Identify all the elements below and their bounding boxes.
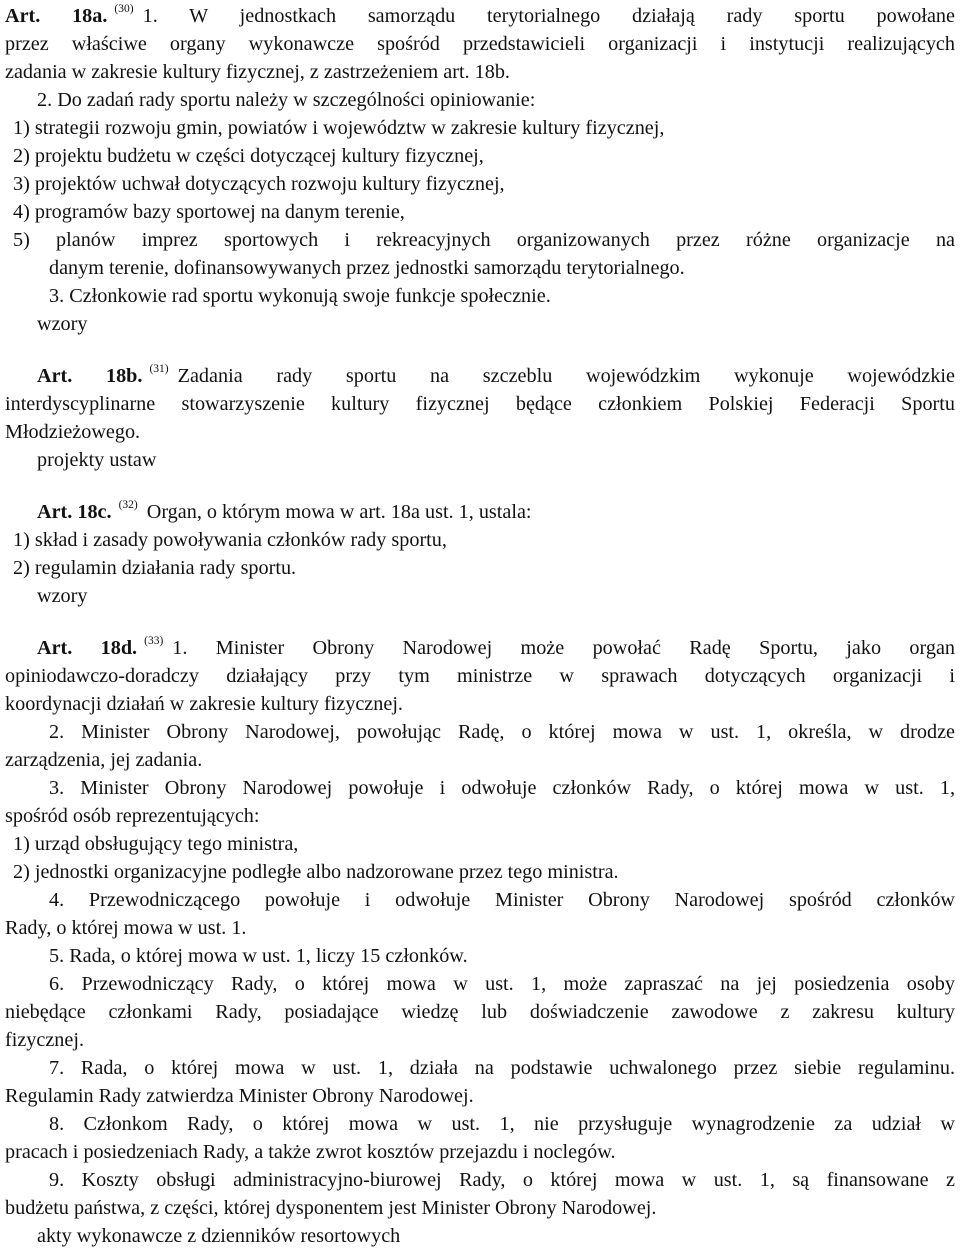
article-heading: Art. 18c. xyxy=(37,501,112,523)
projekty-ustaw-link[interactable]: projekty ustaw xyxy=(37,449,157,471)
article-heading: Art. 18a. xyxy=(5,5,108,27)
paragraph-line: 2. Minister Obrony Narodowej, powołując Radę, o której mowa w ust. 1, określa, w drodze xyxy=(49,721,955,743)
art18c-first-line xyxy=(37,498,960,526)
list-item: 1) skład i zasady powoływania członków rady sportu, xyxy=(13,529,447,551)
list-item: 5) planów imprez sportowych i rekreacyjnych organizowanych przez różne organizacje na xyxy=(13,229,955,251)
paragraph-line: 6. Przewodniczący Rady, o której mowa w ust. 1, może zapraszać na jej posiedzenia osoby xyxy=(49,973,955,995)
paragraph-line: Regulamin Rady zatwierdza Minister Obrony Narodowej. xyxy=(5,1085,474,1107)
paragraph-line: budżetu państwa, z części, której dysponentem jest Minister Obrony Narodowej. xyxy=(5,1197,657,1219)
paragraph-line: interdyscyplinarne stowarzyszenie kultury fizycznej będące członkiem Polskiej Federacji Sportu xyxy=(5,393,955,415)
list-item: 2) projektu budżetu w części dotyczącej kultury fizycznej, xyxy=(13,145,484,167)
footnote-marker[interactable]: (32) xyxy=(118,499,138,511)
list-item: 2) jednostki organizacyjne podległe albo nadzorowane przez tego ministra. xyxy=(13,861,619,883)
paragraph-line: 3. Minister Obrony Narodowej powołuje i odwołuje członków Rady, o której mowa w ust. 1, xyxy=(49,777,955,799)
paragraph-line: 7. Rada, o której mowa w ust. 1, działa na podstawie uchwalonego przez siebie regulaminu. xyxy=(49,1057,955,1079)
footnote-marker[interactable]: (33) xyxy=(144,635,164,647)
art18b-first-line xyxy=(37,362,955,390)
paragraph-line: 3. Członkowie rad sportu wykonują swoje funkcje społecznie. xyxy=(49,285,551,307)
art18a-first-line xyxy=(5,2,955,30)
paragraph-line: 4. Przewodniczącego powołuje i odwołuje Minister Obrony Narodowej spośród członków xyxy=(49,889,955,911)
wzory-link[interactable]: wzory xyxy=(37,585,88,607)
article-heading: Art. 18d. xyxy=(37,637,138,659)
paragraph-line: Rady, o której mowa w ust. 1. xyxy=(5,917,247,939)
wzory-link[interactable]: wzory xyxy=(37,313,88,335)
list-item: 3) projektów uchwał dotyczących rozwoju kultury fizycznej, xyxy=(13,173,505,195)
paragraph-line: fizycznej. xyxy=(5,1029,85,1051)
paragraph-line: pracach i posiedzeniach Rady, a także zwrot kosztów przejazdu i noclegów. xyxy=(5,1141,616,1163)
list-item: 4) programów bazy sportowej na danym terenie, xyxy=(13,201,405,223)
paragraph-text: 1. Minister Obrony Narodowej może powołać Radę Sportu, jako organ xyxy=(172,637,955,659)
paragraph-text: Zadania rady sportu na szczeblu wojewódzkim wykonuje wojewódzkie xyxy=(177,365,955,387)
article-heading: Art. 18b. xyxy=(37,365,143,387)
list-item: 2) regulamin działania rady sportu. xyxy=(13,557,297,579)
list-item: 1) urząd obsługujący tego ministra, xyxy=(13,833,299,855)
paragraph-text: Organ, o którym mowa w art. 18a ust. 1, ustala: xyxy=(146,501,532,523)
paragraph-line: zadania w zakresie kultury fizycznej, z zastrzeżeniem art. 18b. xyxy=(5,61,510,83)
paragraph-line: 8. Członkom Rady, o której mowa w ust. 1, nie przysługuje wynagrodzenie za udział w xyxy=(49,1113,955,1135)
paragraph-line: zarządzenia, jej zadania. xyxy=(5,749,203,771)
akty-wykonawcze-link[interactable]: akty wykonawcze z dzienników resortowych xyxy=(37,1225,401,1247)
paragraph-line: przez właściwe organy wykonawcze spośród przedstawicieli organizacji i instytucji realizujących xyxy=(5,33,955,55)
paragraph-line: 9. Koszty obsługi administracyjno-biurowej Rady, o której mowa w ust. 1, są finansowane z xyxy=(49,1169,955,1191)
paragraph-line: opiniodawczo-doradczy działający przy tym ministrze w sprawach dotyczących organizacji i xyxy=(5,665,955,687)
paragraph-line: spośród osób reprezentujących: xyxy=(5,805,260,827)
paragraph-text: 1. W jednostkach samorządu terytorialnego działają rady sportu powołane xyxy=(142,5,955,27)
paragraph-line: Młodzieżowego. xyxy=(5,421,141,443)
paragraph-line: 5. Rada, o której mowa w ust. 1, liczy 15 członków. xyxy=(49,945,468,967)
footnote-marker[interactable]: (30) xyxy=(114,3,134,15)
paragraph-line: niebędące członkami Rady, posiadające wiedzę lub doświadczenie zawodowe z zakresu kultury xyxy=(5,1001,955,1023)
footnote-marker[interactable]: (31) xyxy=(149,363,169,375)
list-item-continuation: danym terenie, dofinansowywanych przez jednostki samorządu terytorialnego. xyxy=(49,257,685,279)
paragraph-line: 2. Do zadań rady sportu należy w szczególności opiniowanie: xyxy=(37,89,536,111)
paragraph-line: koordynacji działań w zakresie kultury fizycznej. xyxy=(5,693,403,715)
art18d-first-line xyxy=(37,634,955,662)
list-item: 1) strategii rozwoju gmin, powiatów i województw w zakresie kultury fizycznej, xyxy=(13,117,665,139)
